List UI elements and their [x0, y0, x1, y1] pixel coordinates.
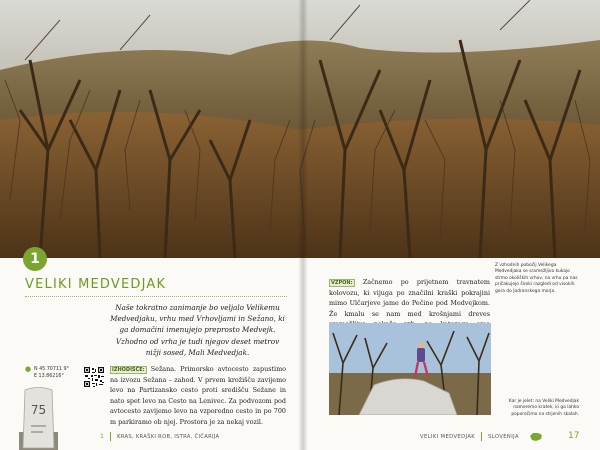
route-intro: Naše tokratno zanimanje bo veljalo Velikemu Medvedjaku, vrhu med Vrhovljami in Sežano, ki ga domačini imenujejo preprosto Medvejk. Vzhodno od vrha je tudi njegov deset metrov nižji sosed, Mali Medvedjak.	[110, 303, 285, 357]
start-point-paragraph	[110, 364, 286, 428]
top-photo-caption: Z vzhodnih pobočij Velikega Medvedjaka se sramežljivo kukajo strmo okoliških vrhov, na vrhu pa nas pričakujejo široki razgledi od visokih gora do Jadranskega morja.	[495, 263, 578, 294]
left-page-number: 1	[100, 433, 105, 440]
boundary-stone-photo	[19, 386, 58, 450]
coords-east: E 13.86216°	[34, 374, 64, 379]
book-gutter	[298, 0, 308, 450]
start-point-tag: IZHODIŠČE:	[112, 367, 145, 373]
footer-country: SLOVENIJA	[488, 434, 519, 440]
coords-north: N 45.70711 9°	[34, 367, 69, 372]
footer-divider	[110, 432, 111, 441]
stone-number: 75	[30, 403, 47, 417]
qr-code-icon[interactable]	[83, 366, 105, 388]
right-page-number: 17	[568, 431, 580, 441]
hiker-photo	[329, 323, 491, 415]
route-number-badge: 1	[23, 247, 47, 271]
footer-divider	[481, 432, 482, 441]
hiker-photo-drawing	[329, 323, 491, 415]
slovenia-map-icon	[529, 432, 543, 442]
gps-coordinates	[25, 365, 69, 380]
route-title: VELIKI MEDVEDJAK	[25, 277, 167, 292]
start-point-text: Sežana. Primorsko avtocesto zapustimo na izvozu Sežana – zahod. V prvem krožišču zavijemo levo na Partizansko cesto proti središču Sežane in nato spet levo na Cesto na Lenivec. Za podvozom pod avtocesto zavijemo levo na vzporedno cesto in po 700 m parkiramo ob njej. Prostora je za nekaj vozil.	[110, 365, 286, 426]
bottom-photo-caption: Kar je jelet: na Veliki Medvedjak nameremo kratek, ki ga lahko poporečimo na strjenih skalah.	[508, 399, 579, 417]
footer-route-name: VELIKI MEDVEDJAK	[420, 434, 476, 440]
left-page-footer	[100, 432, 219, 441]
map-pin-icon: ●	[25, 365, 32, 373]
chapter-name: KRAS, KRAŠKI ROB, ISTRA, ČIČARIJA	[117, 434, 220, 440]
title-divider	[25, 296, 287, 297]
ascent-tag: VZPON:	[331, 280, 353, 286]
right-page-footer	[420, 432, 519, 441]
ascent-text: Začnemo po prijetnem travnatem kolovozu, ki vijuga po značilni kraški pokrajini mimo Ulčarjeve jame do Pečine pod Medvejkom. Že kmalu se nam med krošnjami dreves	[329, 278, 490, 318]
